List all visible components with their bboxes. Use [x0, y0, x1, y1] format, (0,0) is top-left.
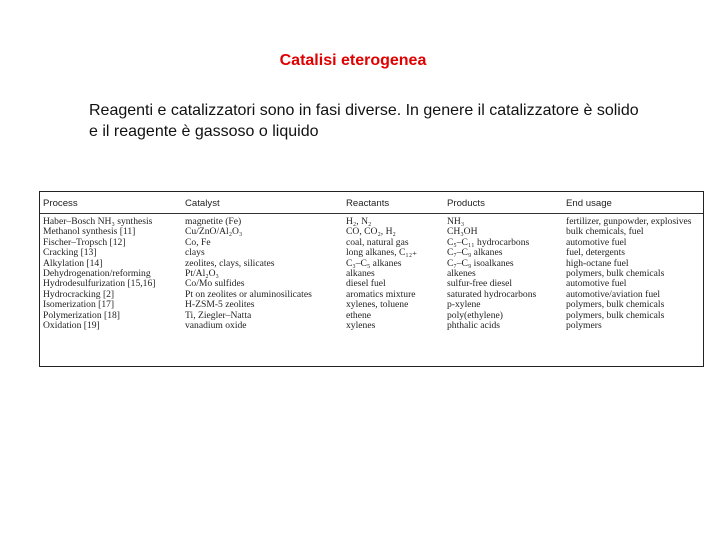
end-usage-cell: polymers, bulk chemicals — [566, 310, 665, 321]
end-usage-cell: polymers, bulk chemicals — [566, 300, 665, 311]
products-cell: saturated hydrocarbons — [447, 289, 537, 300]
reactants-cell: xylenes, toluene — [346, 300, 409, 311]
table-row — [40, 259, 703, 269]
process-cell: Hydrodesulfurization [15,16] — [43, 279, 156, 290]
end-usage-cell: bulk chemicals, fuel — [566, 227, 644, 238]
slide-body-text: Reagenti e catalizzatori sono in fasi diverse. In genere il catalizzatore è solido e il reagente è gassoso o liquido — [89, 102, 639, 140]
products-cell: C₇–C₉ alkanes — [447, 248, 503, 259]
table-row — [40, 227, 703, 237]
process-cell: Cracking [13] — [43, 248, 97, 259]
products-cell: sulfur-free diesel — [447, 279, 513, 290]
process-cell: Haber–Bosch NH₃ synthesis — [43, 216, 153, 227]
process-cell: Fischer–Tropsch [12] — [43, 237, 126, 248]
end-usage-cell: fertilizer, gunpowder, explosives — [566, 216, 692, 227]
table-row — [40, 311, 703, 321]
header-products: Products — [444, 192, 563, 214]
catalyst-cell: vanadium oxide — [185, 321, 247, 332]
reactants-cell: aromatics mixture — [346, 289, 416, 300]
products-cell: C₇–C₉ isoalkanes — [447, 258, 514, 269]
process-cell: Alkylation [14] — [43, 258, 103, 269]
process-cell: Dehydrogenation/reforming — [43, 269, 151, 280]
catalyst-cell: Cu/ZnO/Al₂O₃ — [185, 227, 243, 238]
header-reactants: Reactants — [343, 192, 444, 214]
process-cell: Isomerization [17] — [43, 300, 115, 311]
end-usage-cell: automotive fuel — [566, 279, 627, 290]
products-cell: NH₃ — [447, 216, 465, 227]
header-catalyst: Catalyst — [182, 192, 343, 214]
reactants-cell: C₃–C₅ alkanes — [346, 258, 402, 269]
products-cell: poly(ethylene) — [447, 310, 503, 321]
products-cell: alkenes — [447, 269, 476, 280]
catalyst-cell: clays — [185, 248, 205, 259]
process-table — [40, 192, 703, 331]
table-row — [40, 248, 703, 258]
table-row — [40, 321, 703, 331]
reactants-cell: ethene — [346, 310, 372, 321]
header-process: Process — [40, 192, 182, 214]
catalyst-cell: zeolites, clays, silicates — [185, 258, 275, 269]
header-end-usage: End usage — [563, 192, 703, 214]
reactants-cell: H₂, N₂ — [346, 216, 372, 227]
products-cell: phthalic acids — [447, 321, 501, 332]
end-usage-cell: automotive fuel — [566, 237, 627, 248]
slide-title: Catalisi eterogenea — [279, 52, 427, 69]
reactants-cell: diesel fuel — [346, 279, 386, 290]
end-usage-cell: polymers, bulk chemicals — [566, 269, 665, 280]
table-row — [40, 214, 703, 228]
catalyst-cell: Co, Fe — [185, 237, 211, 248]
table-row — [40, 238, 703, 248]
table-row — [40, 300, 703, 310]
reactants-cell: CO, CO₂, H₂ — [346, 227, 396, 238]
reactants-cell: coal, natural gas — [346, 237, 409, 248]
catalyst-cell: H-ZSM-5 zeolites — [185, 300, 255, 311]
table-body — [40, 214, 703, 332]
catalyst-cell: Co/Mo sulfides — [185, 279, 245, 290]
table-row — [40, 279, 703, 289]
products-cell: C₅–C₁₁ hydrocarbons — [447, 237, 530, 248]
reactants-cell: xylenes — [346, 321, 376, 332]
table-row — [40, 290, 703, 300]
table-row — [40, 269, 703, 279]
products-cell: CH₃OH — [447, 227, 478, 238]
reactants-cell: alkanes — [346, 269, 375, 280]
process-cell: Hydrocracking [2] — [43, 289, 115, 300]
process-cell: Polymerization [18] — [43, 310, 120, 321]
end-usage-cell: fuel, detergents — [566, 248, 625, 259]
end-usage-cell: polymers — [566, 321, 602, 332]
table-header-row — [40, 192, 703, 214]
process-cell: Oxidation [19] — [43, 321, 100, 332]
products-cell: p-xylene — [447, 300, 481, 311]
reactants-cell: long alkanes, C₁₂₊ — [346, 248, 418, 259]
process-cell: Methanol synthesis [11] — [43, 227, 136, 238]
catalyst-cell: magnetite (Fe) — [185, 216, 242, 227]
catalyst-cell: Pt on zeolites or aluminosilicates — [185, 289, 312, 300]
end-usage-cell: high-octane fuel — [566, 258, 629, 269]
catalyst-cell: Pt/Al₂O₃ — [185, 269, 219, 280]
process-table-image — [39, 191, 704, 367]
end-usage-cell: automotive/aviation fuel — [566, 289, 661, 300]
catalyst-cell: Ti, Ziegler–Natta — [185, 310, 252, 321]
